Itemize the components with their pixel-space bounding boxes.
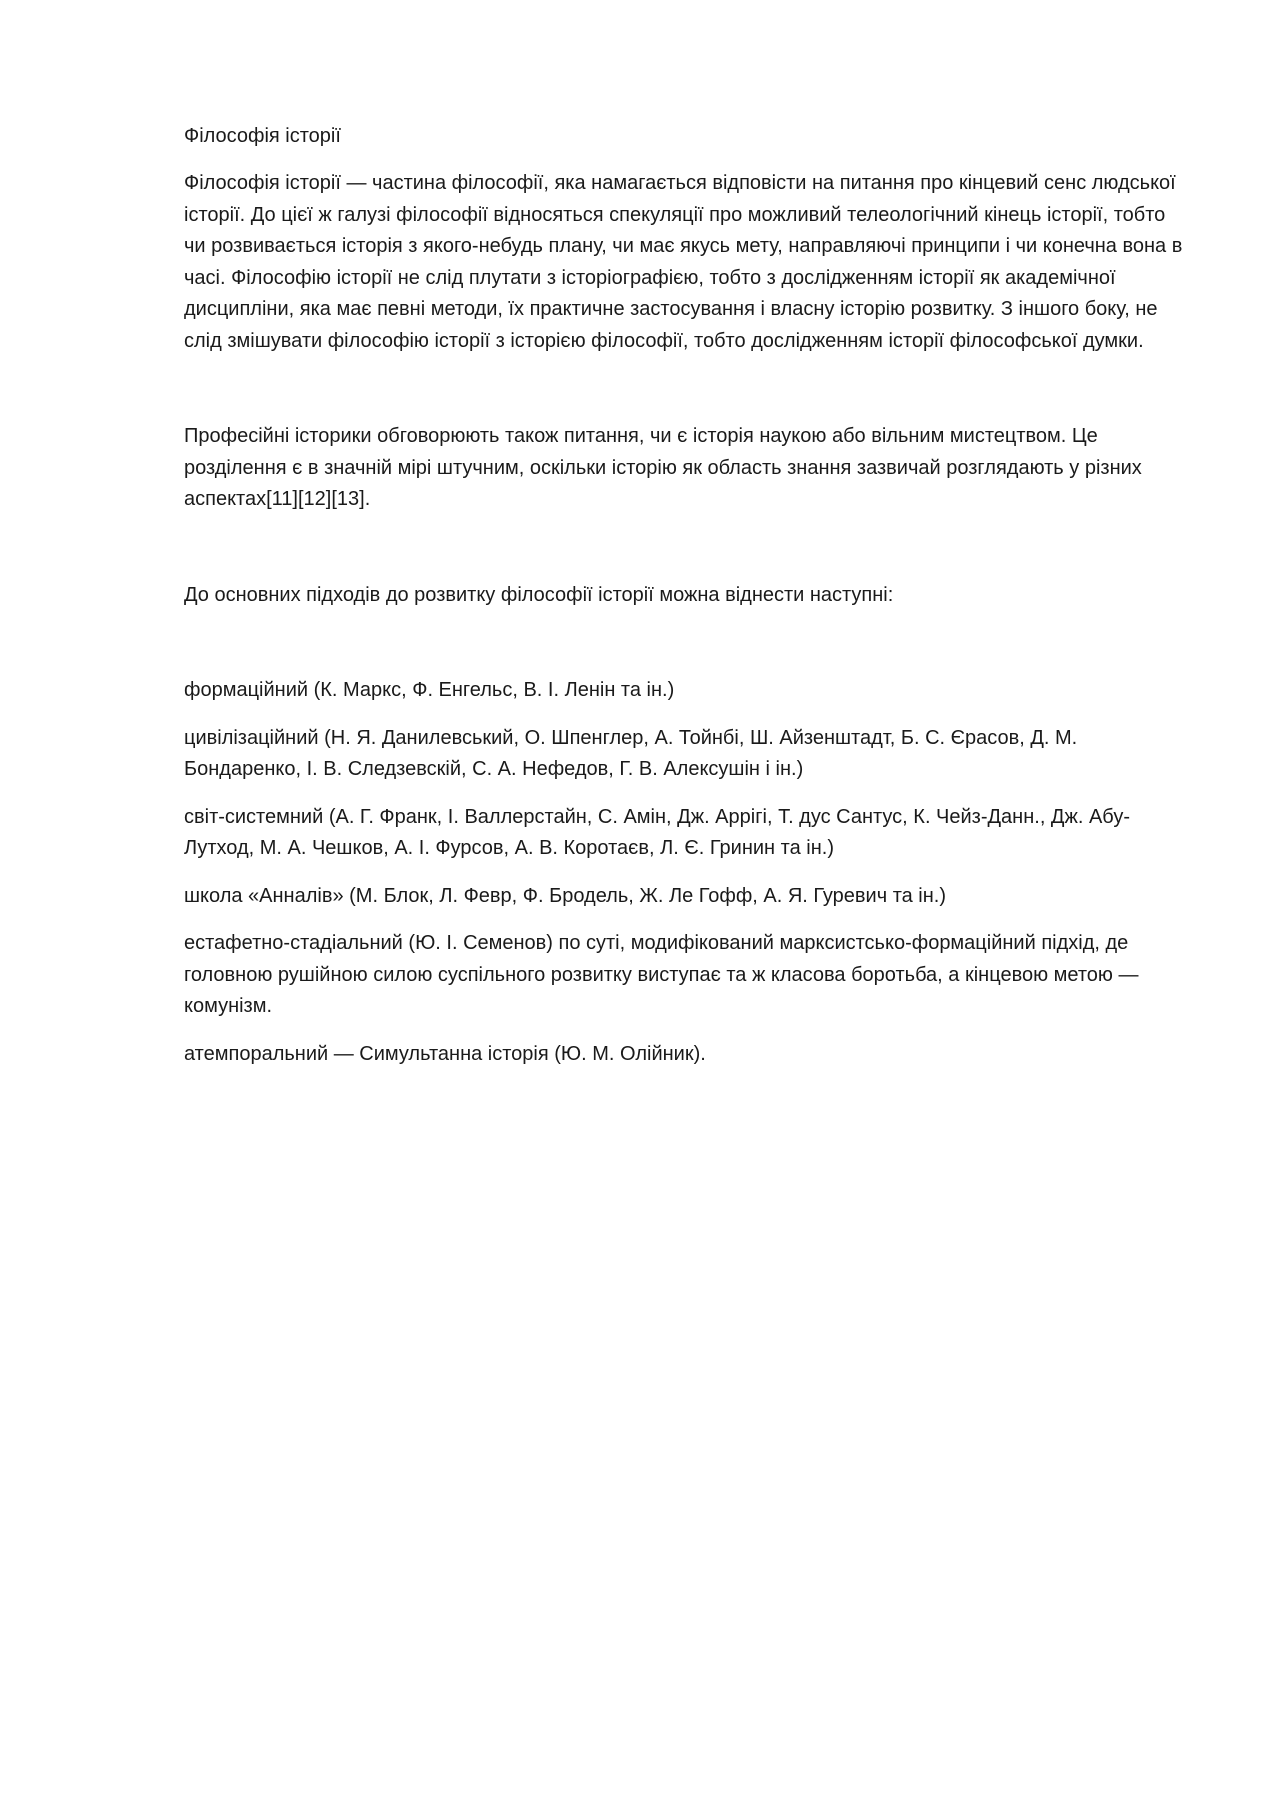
approaches-list — [184, 675, 1184, 1070]
document-page — [184, 120, 1184, 1086]
paragraph-intro: Філософія історії — частина філософії, яка намагається відповісти на питання про кінцевий сенс людської історії. До цієї ж галузі філософії відносяться спекуляції про можливий телеологічний кінець історії, тобто чи розвивається історія з якого-небудь плану, чи має якусь мету, направляючі принципи і чи конечна вона в часі. Філософію історії не слід плутати з історіографією, тобто з дослідженням історії як академічної дисципліни, яка має певні методи, їх практичне застосування і власну історію розвитку. З іншого боку, не слід змішувати філософію історії з історією філософії, тобто дослідженням історії філософської думки. — [184, 172, 1183, 352]
list-item: світ-системний (А. Г. Франк, І. Валлерстайн, С. Амін, Дж. Аррігі, Т. дус Сантус, К. Чейз-Данн., Дж. Абу-Лутход, М. А. Чешков, А. І. Фурсов, А. В. Коротаєв, Л. Є. Гринин та ін.) — [184, 805, 1130, 859]
list-item: школа «Анналів» (М. Блок, Л. Февр, Ф. Бродель, Ж. Ле Гофф, А. Я. Гуревич та ін.) — [184, 884, 947, 907]
document-title: Філософія історії — [184, 125, 341, 147]
paragraph-historians: Професійні історики обговорюють також питання, чи є історія наукою або вільним мистецтвом. Це розділення є в значній мірі штучним, оскільки історію як область знання зазвичай розглядають у різних аспектах[11][12][13]. — [184, 425, 1142, 510]
list-item: атемпоральний — Симультанна історія (Ю. М. Олійник). — [184, 1042, 706, 1065]
blank-line — [184, 532, 1184, 580]
list-item: естафетно-стадіальний (Ю. І. Семенов) по суті, модифікований марксистсько-формаційний підхід, де головною рушійною силою суспільного розвитку виступає та ж класова боротьба, а кінцевою метою — комунізм. — [184, 932, 1139, 1017]
list-item: формаційний (К. Маркс, Ф. Енгельс, В. І. Ленін та ін.) — [184, 679, 675, 701]
blank-line — [184, 627, 1184, 675]
paragraph-approaches-intro: До основних підходів до розвитку філософії історії можна віднести наступні: — [184, 583, 894, 606]
blank-line — [184, 373, 1184, 421]
list-item: цивілізаційний (Н. Я. Данилевський, О. Шпенглер, А. Тойнбі, Ш. Айзенштадт, Б. С. Єрасов, Д. М. Бондаренко, І. В. Следзевскій, С. А. Нефедов, Г. В. Алексушін і ін.) — [184, 726, 1078, 780]
